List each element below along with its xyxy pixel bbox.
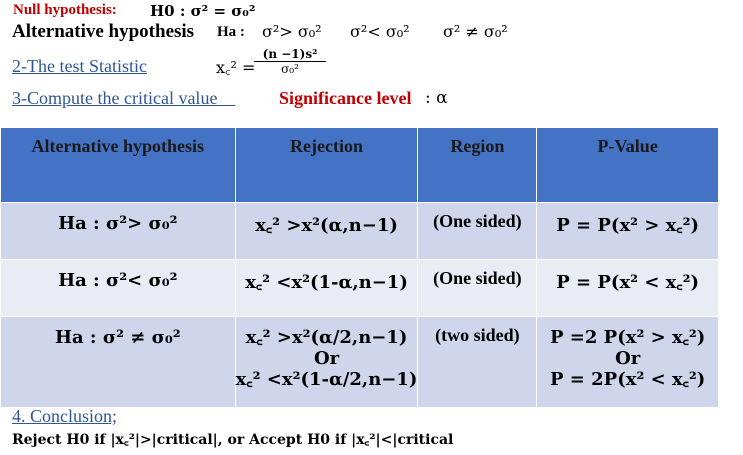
row1-rejection: x꜀² >x²(α,n−1) <box>235 203 418 260</box>
header-alternative-hypothesis: Alternative hypothesis <box>1 128 236 203</box>
alternative-prefix: Ha : <box>217 24 245 40</box>
row3-p-value <box>537 317 719 408</box>
row3-rejection <box>235 317 418 408</box>
row2-region: (One sided) <box>418 260 537 317</box>
alt-noteq-expression: σ² ≠ σ₀² <box>443 22 508 41</box>
row3-region: (two sided) <box>418 317 537 408</box>
significance-level-value: : α <box>425 88 448 108</box>
critical-value-label: 3-Compute the critical value <box>12 88 218 108</box>
table-header-row <box>1 128 719 203</box>
table-row <box>1 317 719 408</box>
header-rejection: Rejection <box>235 128 418 203</box>
table-row <box>1 203 719 260</box>
alternative-hypothesis-label: Alternative hypothesis <box>12 21 195 42</box>
table-row <box>1 260 719 317</box>
row3-p-value-or: Or <box>615 348 641 369</box>
statistic-numerator: (n −1)s² <box>254 47 326 62</box>
row2-p-value: P = P(x² < x꜀²) <box>537 260 719 317</box>
row1-region: (One sided) <box>418 203 537 260</box>
null-hypothesis-label: Null hypothesis: <box>13 2 117 18</box>
significance-level-label: Significance level <box>279 88 412 108</box>
header-p-value: P-Value <box>537 128 719 203</box>
row3-p-value-lower: P = 2P(x² < x꜀²) <box>549 369 706 390</box>
conclusion-label: 4. Conclusion; <box>12 406 118 426</box>
conclusion-text: Reject H0 if |x꜀²|>|critical|, or Accept H0 if |x꜀²|<|critical <box>12 432 454 448</box>
row2-hypothesis: Ha : σ²< σ₀² <box>1 260 236 317</box>
test-statistic-label: 2-The test Statistic <box>12 56 147 76</box>
row3-hypothesis: Ha : σ² ≠ σ₀² <box>1 317 236 408</box>
row3-rejection-lower: x꜀² <x²(1-α/2,n−1) <box>235 369 418 390</box>
row3-rejection-upper: x꜀² >x²(α/2,n−1) <box>245 327 408 348</box>
statistic-denominator: σ₀² <box>281 62 299 76</box>
alt-greater-expression: σ²> σ₀² <box>262 22 322 41</box>
row1-p-value: P = P(x² > x꜀²) <box>537 203 719 260</box>
null-hypothesis-expression: H0 : σ² = σ₀² <box>150 2 256 20</box>
statistic-fraction <box>254 47 326 76</box>
statistic-lhs: x꜀² = <box>216 58 256 77</box>
row2-rejection: x꜀² <x²(1-α,n−1) <box>235 260 418 317</box>
row1-hypothesis: Ha : σ²> σ₀² <box>1 203 236 260</box>
alt-less-expression: σ²< σ₀² <box>350 22 410 41</box>
hypothesis-table <box>0 127 719 408</box>
row3-rejection-or: Or <box>313 348 340 369</box>
header-region: Region <box>418 128 537 203</box>
row3-p-value-upper: P =2 P(x² > x꜀²) <box>549 327 706 348</box>
